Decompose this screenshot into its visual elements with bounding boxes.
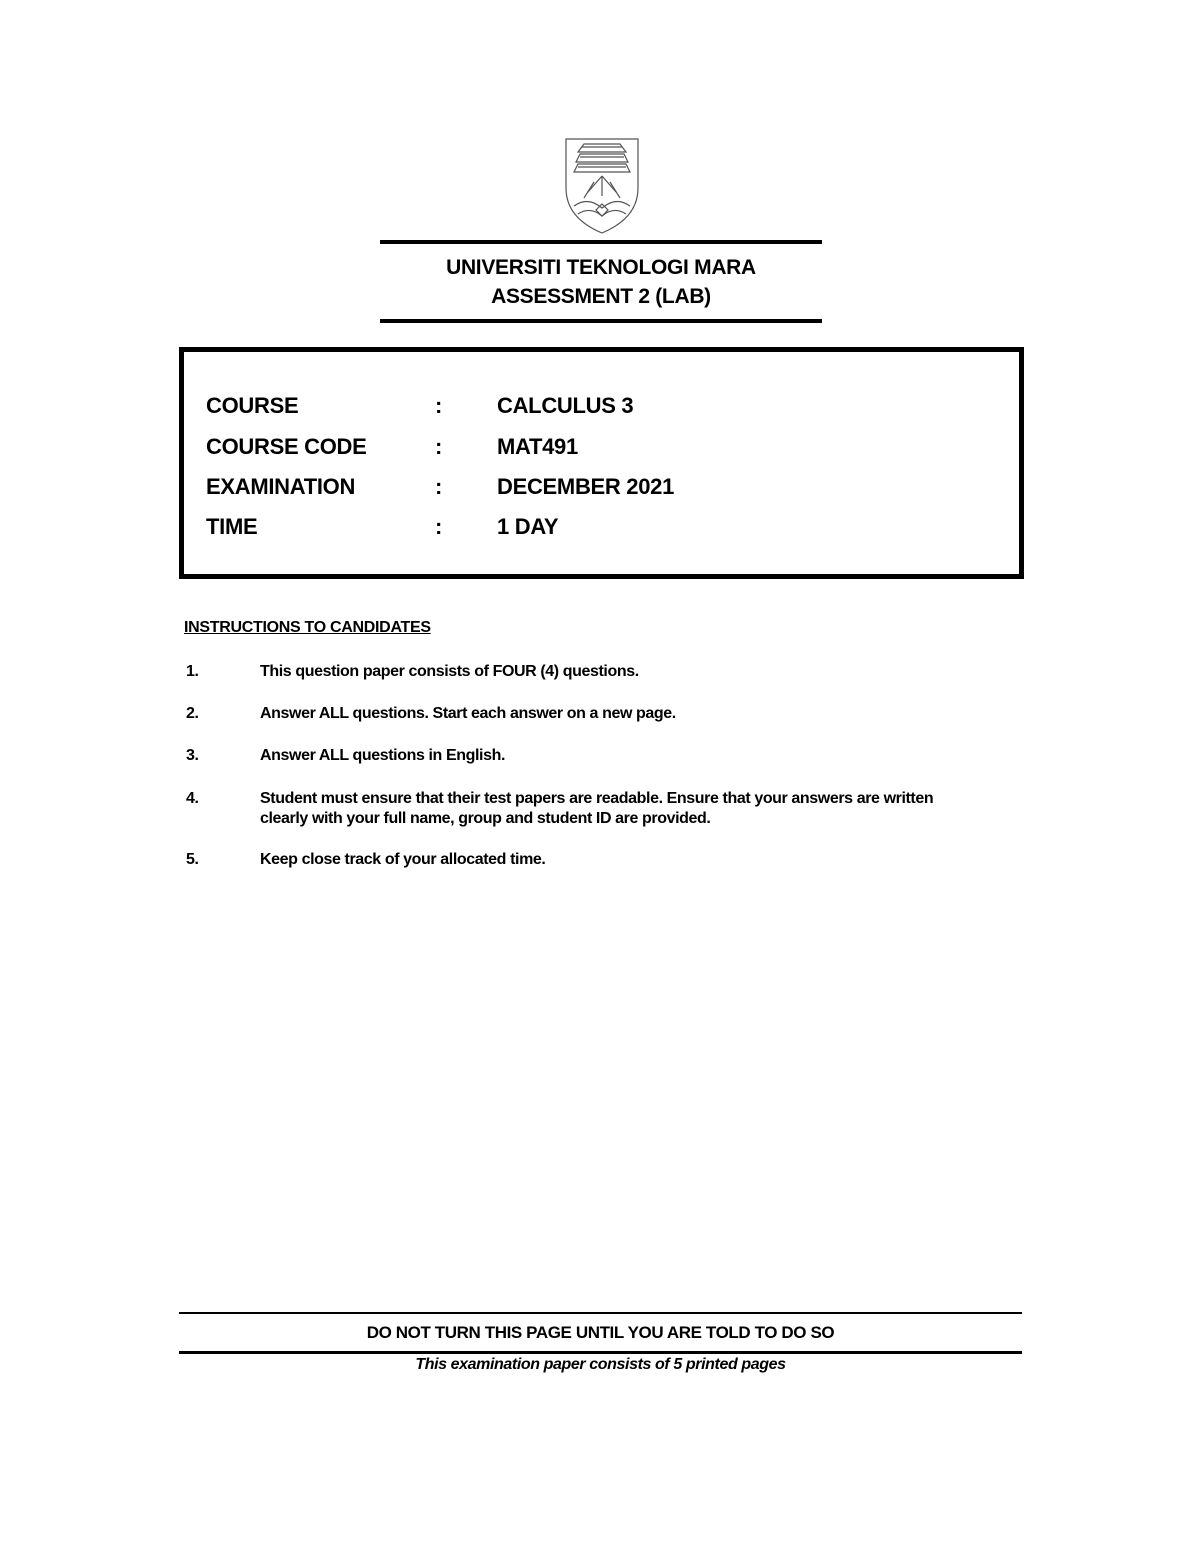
- instruction-number: 1.: [186, 663, 199, 680]
- instruction-text: Student must ensure that their test papers are readable. Ensure that your answers are written clearly with your full name, group and student ID are provided.: [260, 790, 934, 827]
- course-code-separator: :: [435, 434, 443, 459]
- course-info-box: [179, 347, 1024, 579]
- time-label: TIME: [206, 514, 258, 539]
- examination-separator: :: [435, 474, 443, 499]
- instructions-heading: INSTRUCTIONS TO CANDIDATES: [184, 619, 431, 636]
- instruction-text: Answer ALL questions. Start each answer on a new page.: [260, 705, 676, 722]
- course-code-value: MAT491: [497, 434, 578, 459]
- footer-top-rule: [179, 1312, 1022, 1314]
- course-value: CALCULUS 3: [497, 393, 634, 418]
- examination-label: EXAMINATION: [206, 474, 356, 499]
- footer-pages-note: This examination paper consists of 5 printed pages: [415, 1356, 786, 1373]
- course-label: COURSE: [206, 393, 299, 418]
- instruction-number: 3.: [186, 747, 199, 764]
- course-code-label: COURSE CODE: [206, 434, 367, 459]
- instruction-number: 5.: [186, 851, 199, 868]
- university-crest-icon: [560, 136, 644, 236]
- university-name: UNIVERSITI TEKNOLOGI MARA: [446, 256, 756, 279]
- footer-bottom-rule: [179, 1351, 1022, 1354]
- footer-warning: DO NOT TURN THIS PAGE UNTIL YOU ARE TOLD TO DO SO: [366, 1323, 835, 1342]
- assessment-title: ASSESSMENT 2 (LAB): [491, 285, 711, 308]
- instruction-text: This question paper consists of FOUR (4) questions.: [260, 663, 639, 680]
- time-value: 1 DAY: [497, 514, 559, 539]
- instruction-number: 4.: [186, 790, 199, 807]
- instruction-number: 2.: [186, 705, 199, 722]
- header-top-rule: [380, 240, 822, 244]
- instruction-text: Answer ALL questions in English.: [260, 747, 506, 764]
- header-bottom-rule: [380, 319, 822, 323]
- course-separator: :: [435, 393, 443, 418]
- instruction-text: Keep close track of your allocated time.: [260, 851, 546, 868]
- examination-value: DECEMBER 2021: [497, 474, 675, 499]
- time-separator: :: [435, 514, 443, 539]
